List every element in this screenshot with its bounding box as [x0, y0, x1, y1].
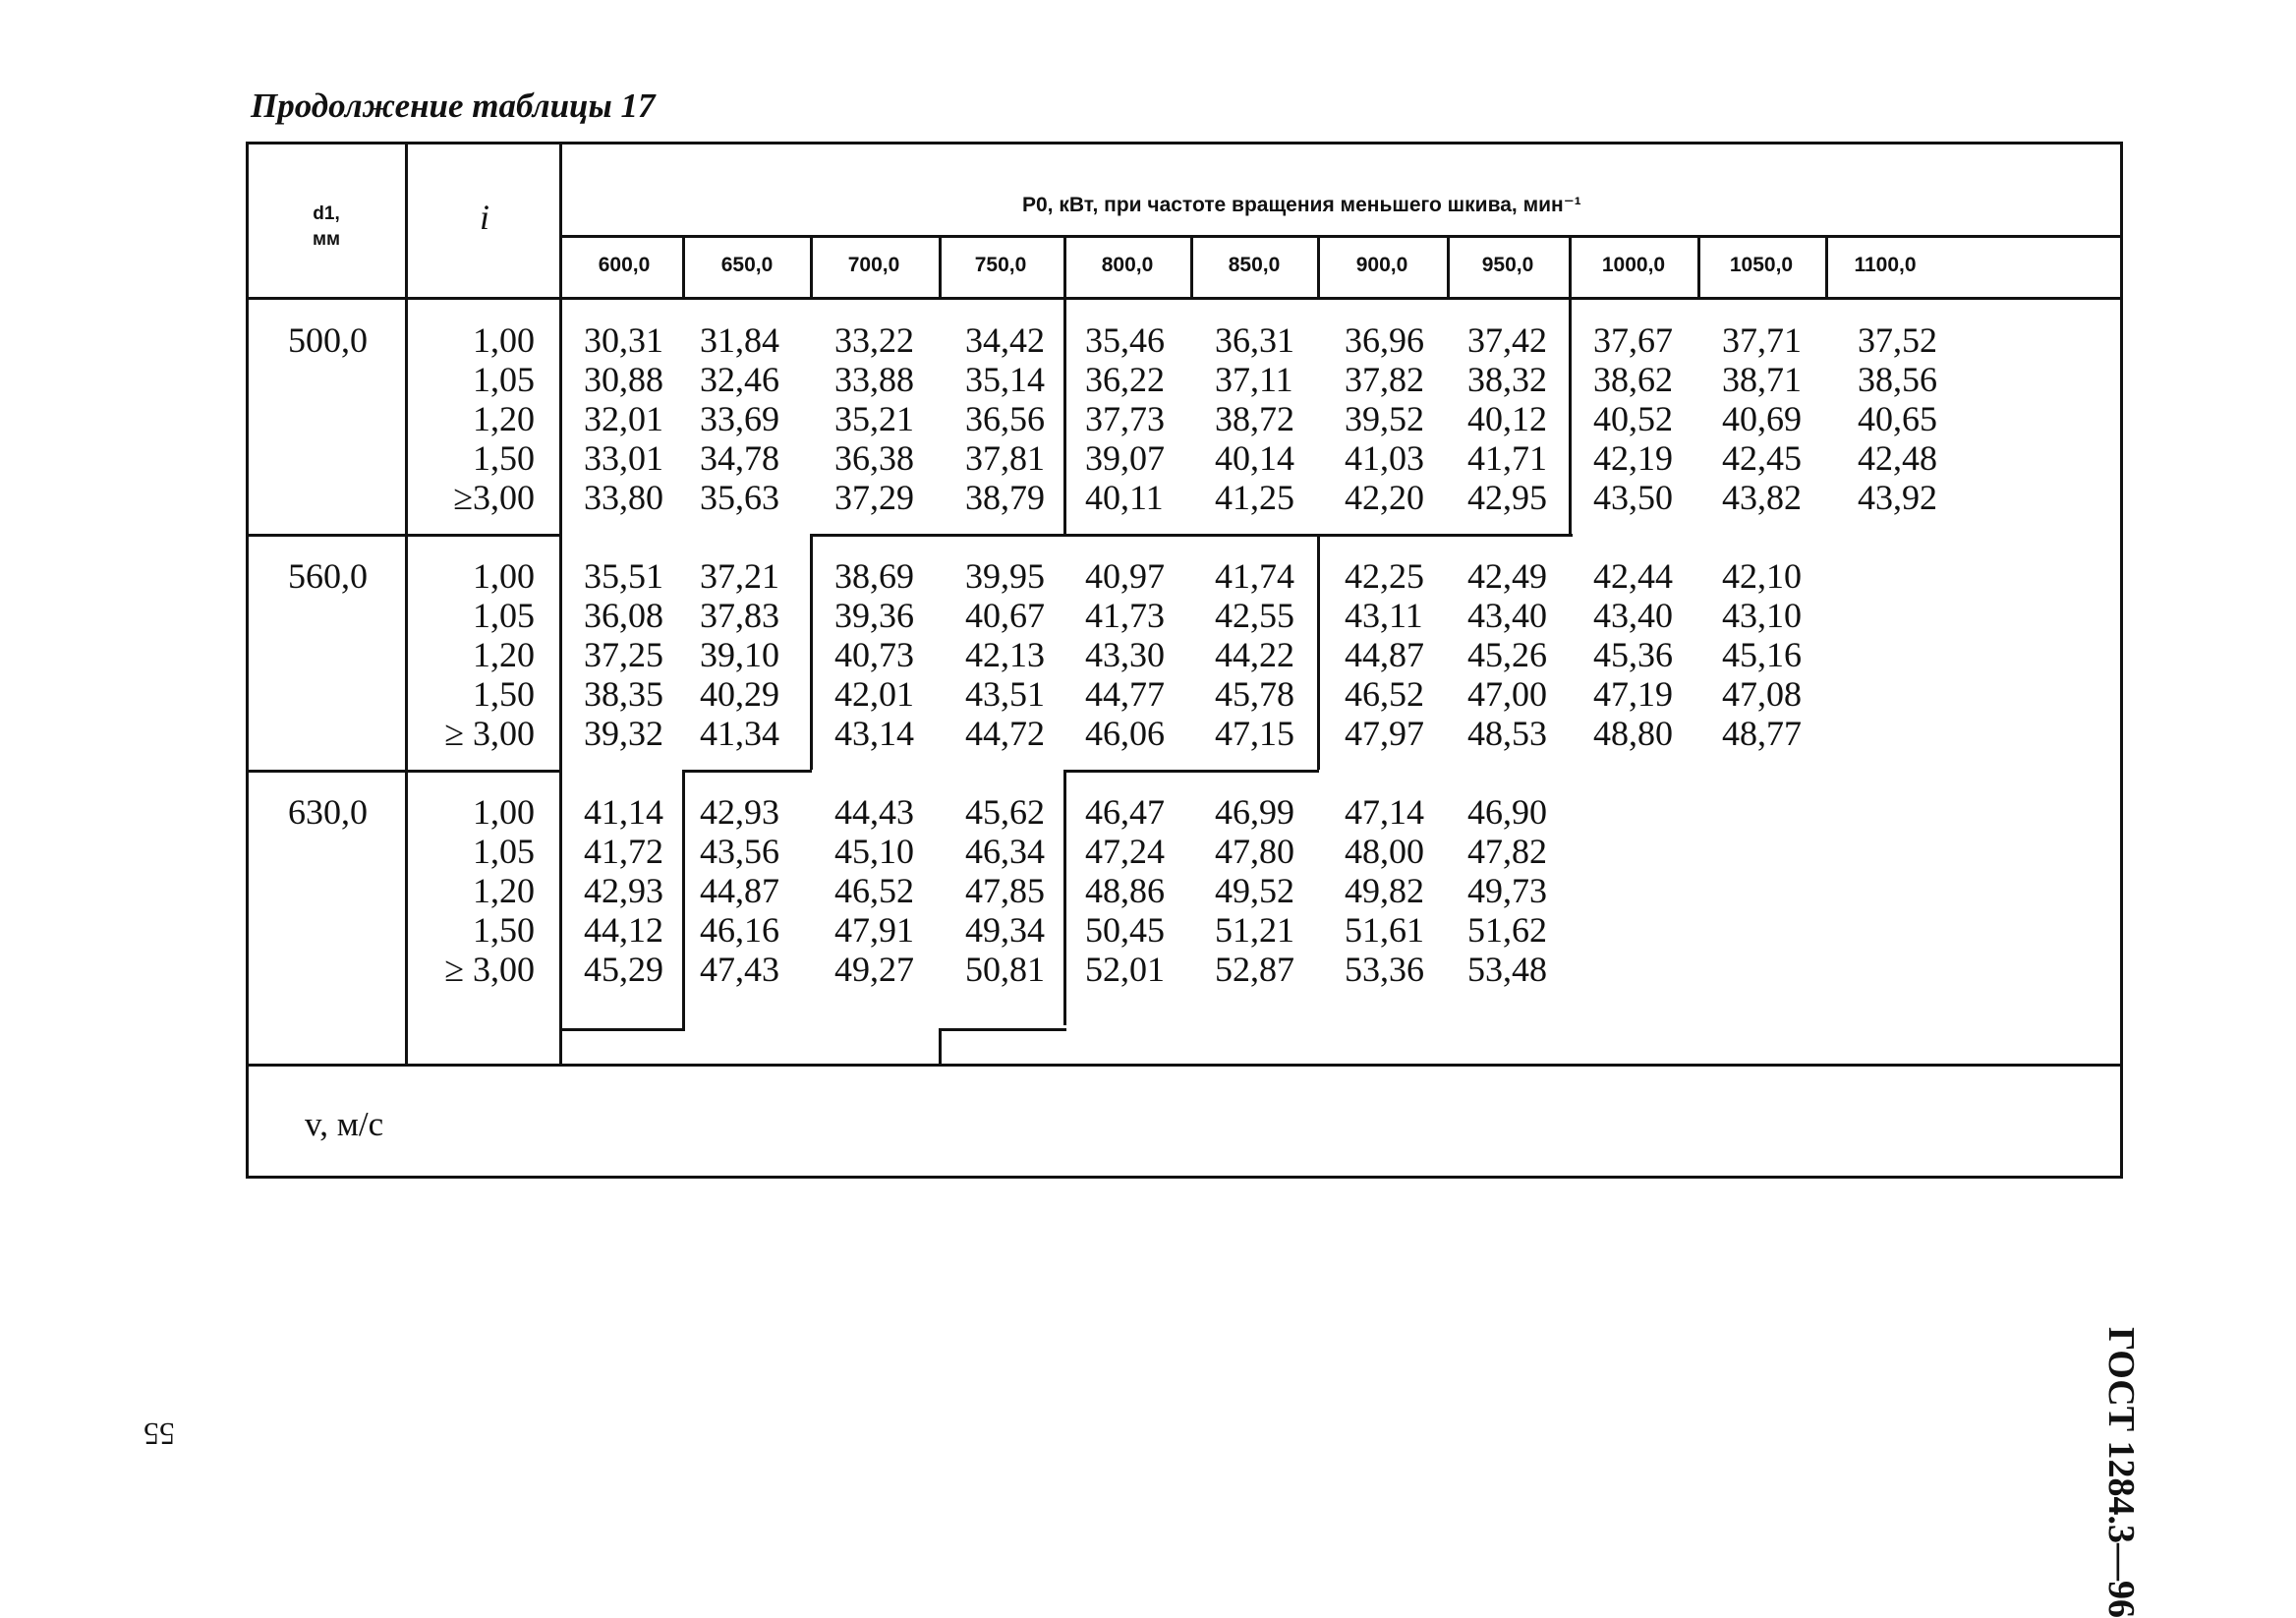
power-value: 42,93 — [584, 871, 663, 910]
power-value: 39,07 — [1085, 438, 1165, 478]
power-value: 45,26 — [1467, 635, 1547, 674]
power-value: 48,77 — [1722, 714, 1802, 753]
power-value: 36,22 — [1085, 360, 1165, 399]
power-value: 33,22 — [834, 320, 914, 360]
step-line — [939, 1028, 1066, 1031]
speed-column-header: 700,0 — [847, 254, 900, 276]
power-value: 52,01 — [1085, 950, 1165, 989]
power-value: 49,34 — [965, 910, 1045, 950]
power-value: 46,90 — [1467, 792, 1547, 832]
hdr-sep — [1697, 235, 1700, 298]
power-value: 42,13 — [965, 635, 1045, 674]
hdr-sep — [682, 235, 685, 298]
power-value: 42,44 — [1593, 556, 1673, 596]
power-value: 41,25 — [1215, 478, 1294, 517]
table-caption: Продолжение таблицы 17 — [251, 87, 656, 125]
power-value: 53,48 — [1467, 950, 1547, 989]
d-value: 630,0 — [288, 792, 368, 832]
power-value: 43,14 — [834, 714, 914, 753]
i-value: 1,00 — [473, 320, 535, 360]
power-value: 47,43 — [700, 950, 779, 989]
hdr-sep — [1569, 235, 1572, 298]
i-value: ≥ 3,00 — [444, 714, 535, 753]
power-value: 48,53 — [1467, 714, 1547, 753]
speed-column-header: 900,0 — [1355, 254, 1408, 276]
hdr-sep — [810, 235, 813, 298]
power-value: 47,80 — [1215, 832, 1294, 871]
power-value: 38,72 — [1215, 399, 1294, 438]
power-value: 43,11 — [1345, 596, 1423, 635]
speed-column-header: 1000,0 — [1601, 254, 1666, 276]
power-value: 43,50 — [1593, 478, 1673, 517]
d-value: 560,0 — [288, 556, 368, 596]
power-value: 37,82 — [1345, 360, 1424, 399]
power-value: 42,48 — [1858, 438, 1937, 478]
power-value: 32,46 — [700, 360, 779, 399]
power-value: 51,62 — [1467, 910, 1547, 950]
power-value: 38,35 — [584, 674, 663, 714]
power-value: 40,69 — [1722, 399, 1802, 438]
power-value: 47,85 — [965, 871, 1045, 910]
power-value: 33,88 — [834, 360, 914, 399]
power-value: 30,31 — [584, 320, 663, 360]
power-value: 45,29 — [584, 950, 663, 989]
speed-column-header: 850,0 — [1228, 254, 1281, 276]
i-value: 1,05 — [473, 596, 535, 635]
power-value: 35,21 — [834, 399, 914, 438]
power-value: 47,91 — [834, 910, 914, 950]
speed-column-header: 800,0 — [1101, 254, 1154, 276]
power-value: 46,06 — [1085, 714, 1165, 753]
power-value: 48,00 — [1345, 832, 1424, 871]
power-value: 39,95 — [965, 556, 1045, 596]
power-value: 38,56 — [1858, 360, 1937, 399]
i-value: 1,50 — [473, 438, 535, 478]
power-value: 50,45 — [1085, 910, 1165, 950]
i-value: ≥ 3,00 — [444, 950, 535, 989]
power-value: 45,10 — [834, 832, 914, 871]
group-sep-2 — [246, 770, 562, 773]
power-value: 40,12 — [1467, 399, 1547, 438]
power-value: 42,55 — [1215, 596, 1294, 635]
power-value: 40,52 — [1593, 399, 1673, 438]
power-value: 44,87 — [1345, 635, 1424, 674]
speed-column-header: 1050,0 — [1729, 254, 1794, 276]
power-value: 49,52 — [1215, 871, 1294, 910]
power-value: 38,62 — [1593, 360, 1673, 399]
step-line — [1317, 534, 1571, 537]
power-value: 35,63 — [700, 478, 779, 517]
power-value: 41,14 — [584, 792, 663, 832]
table-bottom-border — [246, 1176, 2123, 1179]
power-value: 39,52 — [1345, 399, 1424, 438]
power-value: 47,82 — [1467, 832, 1547, 871]
power-value: 39,10 — [700, 635, 779, 674]
col-divider-i — [559, 142, 562, 1066]
d-unit: мм — [312, 229, 341, 250]
power-value: 40,67 — [965, 596, 1045, 635]
power-value: 34,42 — [965, 320, 1045, 360]
power-value: 38,32 — [1467, 360, 1547, 399]
hdr-sep — [1447, 235, 1450, 298]
i-value: 1,00 — [473, 556, 535, 596]
power-value: 48,86 — [1085, 871, 1165, 910]
power-value: 37,73 — [1085, 399, 1165, 438]
power-value: 46,52 — [1345, 674, 1424, 714]
hdr-sep — [1190, 235, 1193, 298]
step-line — [1063, 770, 1319, 773]
power-value: 46,99 — [1215, 792, 1294, 832]
step-line — [559, 1028, 685, 1031]
power-value: 43,92 — [1858, 478, 1937, 517]
d-header — [291, 202, 362, 253]
power-value: 46,16 — [700, 910, 779, 950]
power-value: 43,56 — [700, 832, 779, 871]
power-value: 33,80 — [584, 478, 663, 517]
power-value: 35,51 — [584, 556, 663, 596]
power-value: 40,65 — [1858, 399, 1937, 438]
power-value: 51,61 — [1345, 910, 1424, 950]
power-value: 37,71 — [1722, 320, 1802, 360]
power-value: 37,11 — [1215, 360, 1293, 399]
power-value: 46,34 — [965, 832, 1045, 871]
power-value: 44,72 — [965, 714, 1045, 753]
power-value: 41,72 — [584, 832, 663, 871]
power-value: 37,67 — [1593, 320, 1673, 360]
power-value: 41,74 — [1215, 556, 1294, 596]
power-value: 42,93 — [700, 792, 779, 832]
speed-column-header: 950,0 — [1481, 254, 1534, 276]
page-number: 55 — [144, 1416, 175, 1452]
power-value: 37,52 — [1858, 320, 1937, 360]
power-value: 42,01 — [834, 674, 914, 714]
power-value: 43,40 — [1593, 596, 1673, 635]
power-value: 35,46 — [1085, 320, 1165, 360]
power-value: 36,08 — [584, 596, 663, 635]
i-value: 1,00 — [473, 792, 535, 832]
power-value: 47,24 — [1085, 832, 1165, 871]
d-value: 500,0 — [288, 320, 368, 360]
power-value: 45,36 — [1593, 635, 1673, 674]
i-value: 1,20 — [473, 399, 535, 438]
power-value: 52,87 — [1215, 950, 1294, 989]
hdr-sep — [1317, 235, 1320, 298]
speed-label: v, м/с — [305, 1105, 384, 1143]
power-header: P0, кВт, при частоте вращения меньшего шкива, мин⁻¹ — [1022, 194, 1581, 216]
power-value: 43,51 — [965, 674, 1045, 714]
power-value: 42,95 — [1467, 478, 1547, 517]
power-value: 42,49 — [1467, 556, 1547, 596]
power-value: 38,69 — [834, 556, 914, 596]
power-value: 43,40 — [1467, 596, 1547, 635]
power-value: 42,20 — [1345, 478, 1424, 517]
power-value: 30,88 — [584, 360, 663, 399]
power-value: 43,10 — [1722, 596, 1802, 635]
power-value: 33,69 — [700, 399, 779, 438]
power-value: 37,29 — [834, 478, 914, 517]
power-value: 36,31 — [1215, 320, 1294, 360]
footer-sep — [246, 1064, 2123, 1067]
power-value: 37,83 — [700, 596, 779, 635]
power-value: 41,71 — [1467, 438, 1547, 478]
power-value: 38,71 — [1722, 360, 1802, 399]
power-value: 40,97 — [1085, 556, 1165, 596]
power-value: 53,36 — [1345, 950, 1424, 989]
step-line — [810, 534, 1065, 537]
power-value: 44,77 — [1085, 674, 1165, 714]
power-value: 49,82 — [1345, 871, 1424, 910]
power-value: 42,45 — [1722, 438, 1802, 478]
power-value: 44,22 — [1215, 635, 1294, 674]
power-value: 45,78 — [1215, 674, 1294, 714]
power-value: 41,03 — [1345, 438, 1424, 478]
header-mid-line — [559, 235, 2123, 238]
power-value: 42,19 — [1593, 438, 1673, 478]
power-value: 36,38 — [834, 438, 914, 478]
step-line — [939, 1028, 942, 1066]
power-value: 47,15 — [1215, 714, 1294, 753]
power-value: 43,30 — [1085, 635, 1165, 674]
power-value: 40,14 — [1215, 438, 1294, 478]
power-value: 32,01 — [584, 399, 663, 438]
i-value: 1,20 — [473, 635, 535, 674]
power-value: 45,16 — [1722, 635, 1802, 674]
power-value: 42,25 — [1345, 556, 1424, 596]
power-value: 41,73 — [1085, 596, 1165, 635]
step-line — [810, 534, 813, 770]
power-value: 47,08 — [1722, 674, 1802, 714]
standard-label: ГОСТ 1284.3—96 — [2100, 1327, 2142, 1618]
power-value: 45,62 — [965, 792, 1045, 832]
col-divider-d — [405, 142, 408, 1066]
power-value: 47,14 — [1345, 792, 1424, 832]
hdr-sep — [1063, 235, 1066, 298]
power-value: 36,56 — [965, 399, 1045, 438]
i-value: 1,05 — [473, 360, 535, 399]
power-value: 31,84 — [700, 320, 779, 360]
power-value: 38,79 — [965, 478, 1045, 517]
power-value: 46,52 — [834, 871, 914, 910]
speed-column-header: 1100,0 — [1854, 254, 1917, 276]
power-value: 37,25 — [584, 635, 663, 674]
power-value: 42,10 — [1722, 556, 1802, 596]
d-label: d1, — [313, 203, 340, 224]
power-value: 44,87 — [700, 871, 779, 910]
power-value: 44,43 — [834, 792, 914, 832]
i-header: i — [480, 198, 490, 237]
power-value: 36,96 — [1345, 320, 1424, 360]
power-value: 39,36 — [834, 596, 914, 635]
power-value: 40,29 — [700, 674, 779, 714]
power-value: 40,11 — [1085, 478, 1164, 517]
table-top-border — [246, 142, 2123, 144]
i-value: ≥3,00 — [453, 478, 535, 517]
i-value: 1,20 — [473, 871, 535, 910]
power-value: 39,32 — [584, 714, 663, 753]
power-value: 49,27 — [834, 950, 914, 989]
group-sep-1 — [246, 534, 562, 537]
power-value: 34,78 — [700, 438, 779, 478]
power-value: 41,34 — [700, 714, 779, 753]
power-value: 37,21 — [700, 556, 779, 596]
power-value: 47,19 — [1593, 674, 1673, 714]
speed-column-header: 750,0 — [974, 254, 1027, 276]
i-value: 1,50 — [473, 910, 535, 950]
hdr-sep — [1825, 235, 1828, 298]
power-value: 43,82 — [1722, 478, 1802, 517]
power-value: 46,47 — [1085, 792, 1165, 832]
power-value: 40,73 — [834, 635, 914, 674]
power-value: 37,42 — [1467, 320, 1547, 360]
hdr-sep — [939, 235, 942, 298]
power-value: 51,21 — [1215, 910, 1294, 950]
power-value: 35,14 — [965, 360, 1045, 399]
power-value: 50,81 — [965, 950, 1045, 989]
i-value: 1,05 — [473, 832, 535, 871]
header-bottom-line — [246, 297, 2123, 300]
power-value: 47,97 — [1345, 714, 1424, 753]
power-value: 37,81 — [965, 438, 1045, 478]
power-value: 48,80 — [1593, 714, 1673, 753]
speed-column-header: 650,0 — [720, 254, 774, 276]
power-value: 33,01 — [584, 438, 663, 478]
i-value: 1,50 — [473, 674, 535, 714]
power-value: 44,12 — [584, 910, 663, 950]
power-value: 47,00 — [1467, 674, 1547, 714]
power-value: 49,73 — [1467, 871, 1547, 910]
step-line — [682, 770, 812, 773]
speed-column-header: 600,0 — [598, 254, 651, 276]
